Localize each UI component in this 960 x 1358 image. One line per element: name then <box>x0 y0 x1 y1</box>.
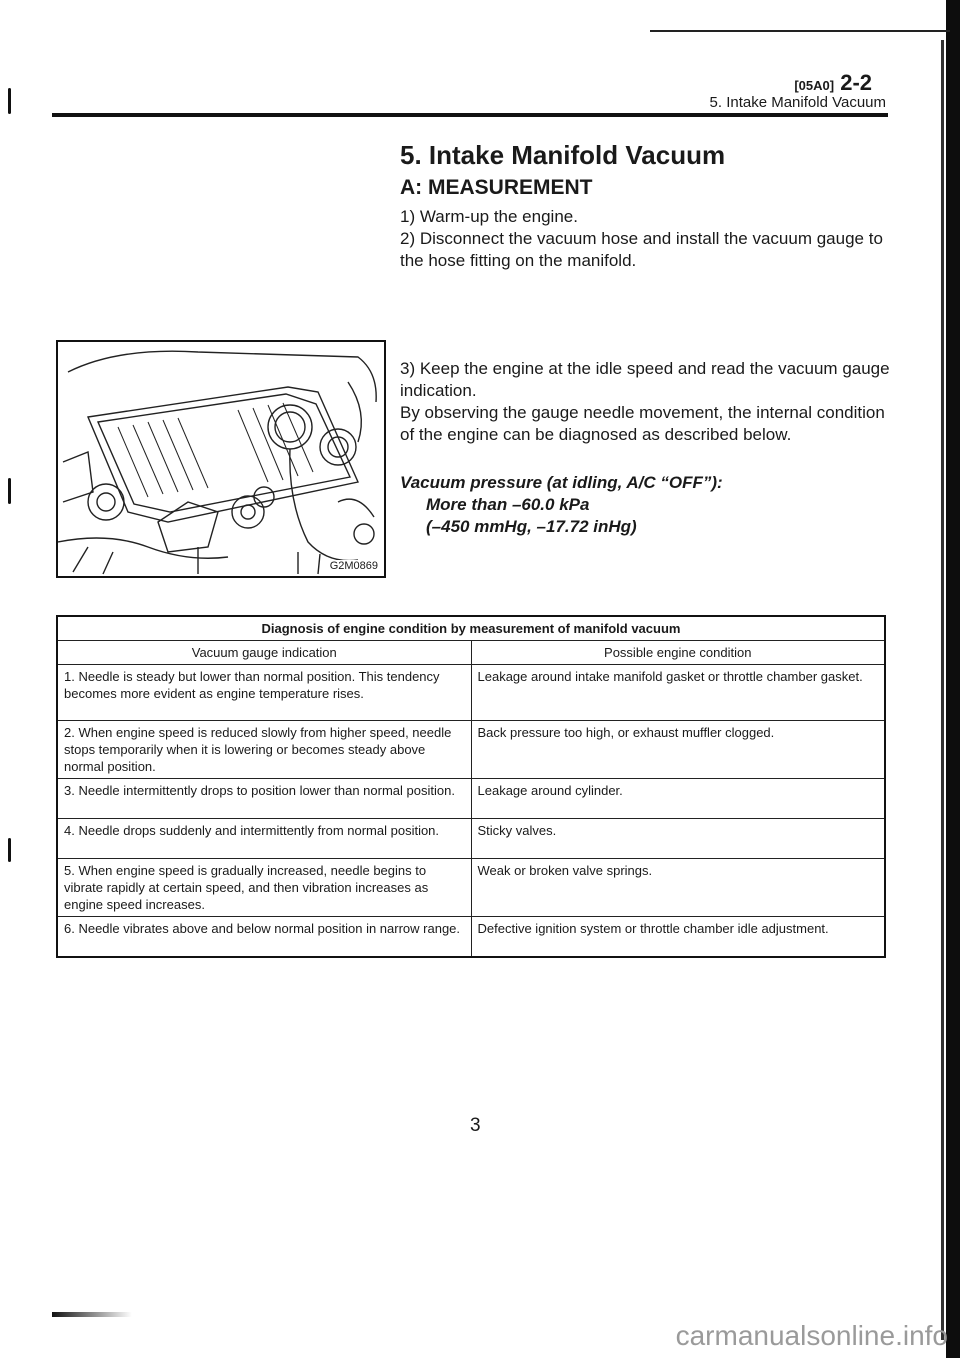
step-3: 3) Keep the engine at the idle speed and read the vacuum gauge indication. <box>400 359 890 400</box>
top-edge-line <box>650 30 950 32</box>
section-code-small: [05A0] <box>794 78 835 93</box>
page-title: 5. Intake Manifold Vacuum <box>400 140 726 170</box>
section-code <box>794 70 872 96</box>
binder-mark <box>8 88 11 114</box>
indication-cell: 1. Needle is steady but lower than normal position. This tendency becomes more evident as engine temperature rises. <box>57 665 471 721</box>
engine-bay-illustration <box>58 342 384 576</box>
indication-cell: 5. When engine speed is gradually increased, needle begins to vibrate rapidly at certain speed, and then vibration increases as engine speed increases. <box>57 859 471 917</box>
indication-cell: 3. Needle intermittently drops to position lower than normal position. <box>57 779 471 819</box>
condition-cell: Defective ignition system or throttle chamber idle adjustment. <box>471 917 885 957</box>
column-header-condition: Possible engine condition <box>471 641 885 665</box>
section-subtitle: A: MEASUREMENT <box>400 176 593 199</box>
table-row <box>57 665 885 721</box>
table-row <box>57 779 885 819</box>
engine-figure <box>56 340 386 578</box>
diagnosis-table <box>56 615 886 958</box>
table-row <box>57 819 885 859</box>
binder-mark <box>8 478 11 504</box>
step-1: 1) Warm-up the engine. <box>400 207 578 226</box>
running-header: 5. Intake Manifold Vacuum <box>709 94 886 111</box>
column-header-indication: Vacuum gauge indication <box>57 641 471 665</box>
watermark: carmanualsonline.info <box>675 1320 948 1351</box>
indication-cell: 6. Needle vibrates above and below normal position in narrow range. <box>57 917 471 957</box>
condition-cell: Weak or broken valve springs. <box>471 859 885 917</box>
header-rule <box>52 113 888 117</box>
page-number: 3 <box>470 1115 481 1136</box>
table-row <box>57 917 885 957</box>
table-row <box>57 859 885 917</box>
section-code-number: 2-2 <box>840 70 872 95</box>
page-edge-line <box>941 40 944 1340</box>
page-edge-shadow <box>946 0 960 1358</box>
table-row <box>57 721 885 779</box>
figure-label: G2M0869 <box>329 560 378 572</box>
spec-heading: Vacuum pressure (at idling, A/C “OFF”): <box>400 473 723 492</box>
spec-value-alt-units: (–450 mmHg, –17.72 inHg) <box>426 517 637 536</box>
condition-cell: Leakage around intake manifold gasket or throttle chamber gasket. <box>471 665 885 721</box>
condition-cell: Leakage around cylinder. <box>471 779 885 819</box>
spec-value: More than –60.0 kPa <box>426 495 590 514</box>
indication-cell: 4. Needle drops suddenly and intermittently from normal position. <box>57 819 471 859</box>
observation-text: By observing the gauge needle movement, the internal condition of the engine can be diagnosed as described below. <box>400 403 885 444</box>
binder-mark <box>8 838 11 862</box>
condition-cell: Back pressure too high, or exhaust muffler clogged. <box>471 721 885 779</box>
condition-cell: Sticky valves. <box>471 819 885 859</box>
indication-cell: 2. When engine speed is reduced slowly from higher speed, needle stops temporarily when it is lowering or becomes steady above normal position. <box>57 721 471 779</box>
bottom-edge-mark <box>52 1312 132 1317</box>
step-2: 2) Disconnect the vacuum hose and install the vacuum gauge to the hose fitting on the manifold. <box>400 229 883 270</box>
table-caption: Diagnosis of engine condition by measurement of manifold vacuum <box>57 616 885 641</box>
